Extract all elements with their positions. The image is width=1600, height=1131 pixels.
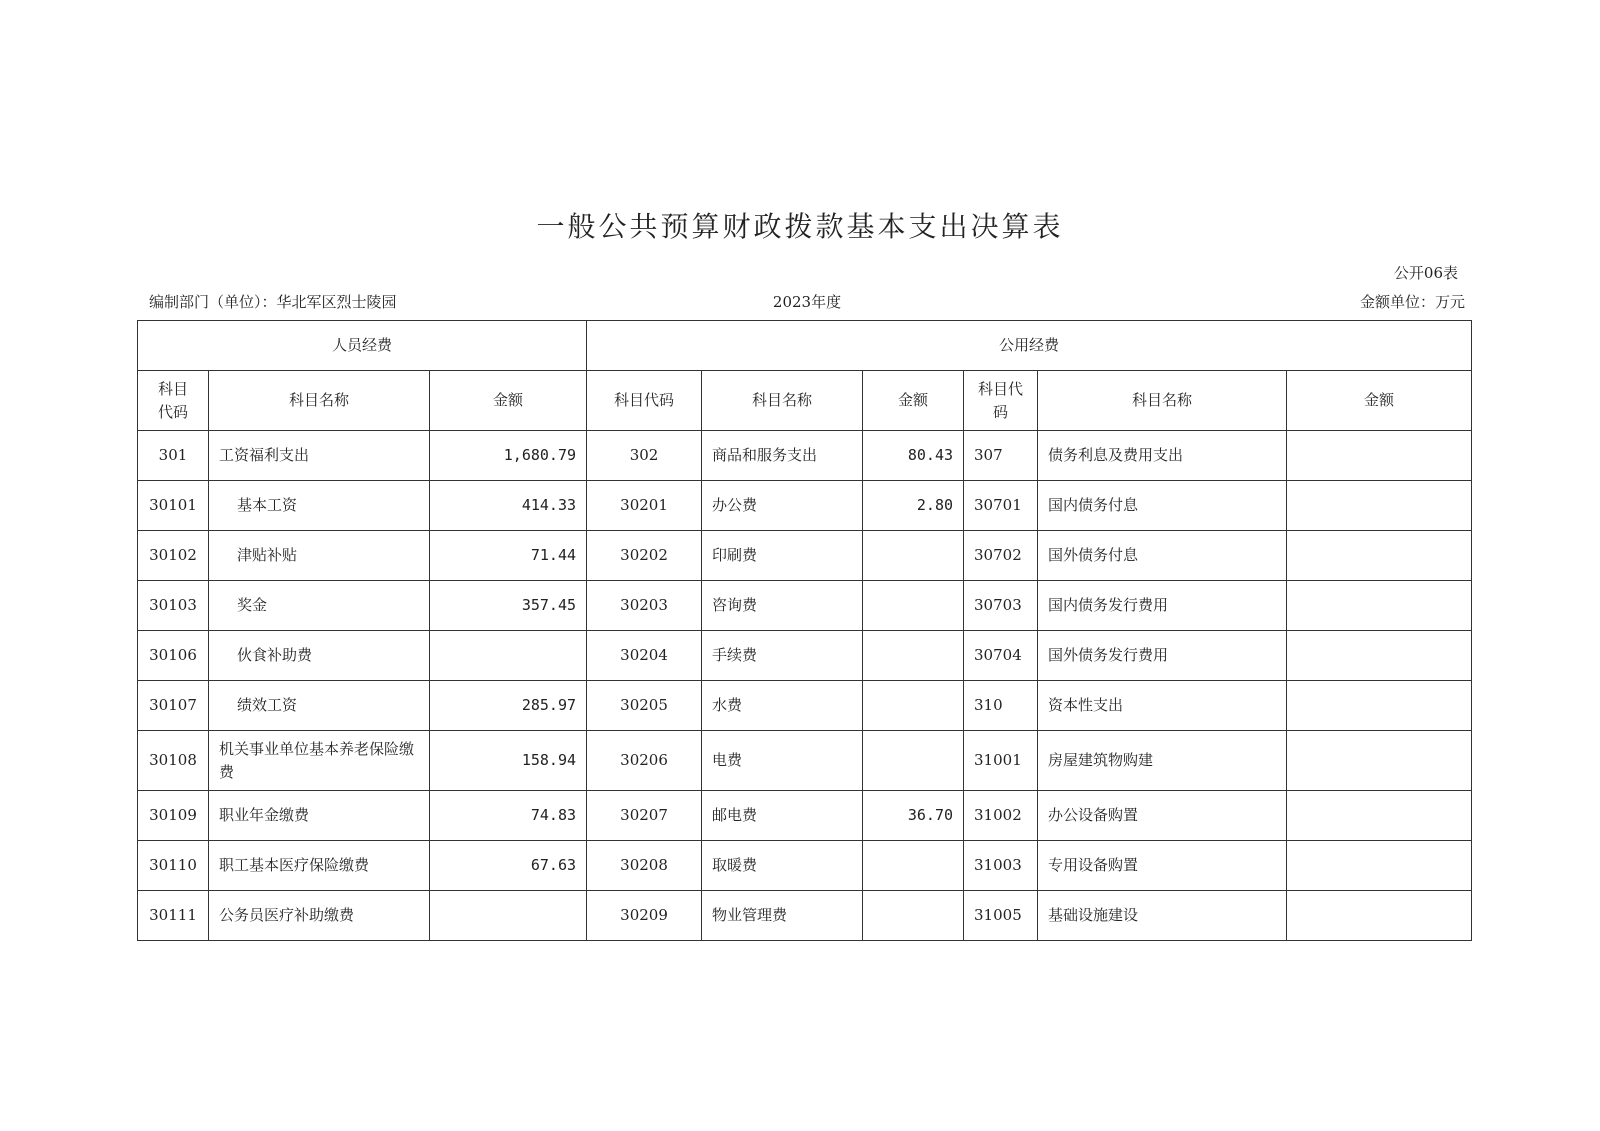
cell-code2: 30201 bbox=[587, 481, 702, 531]
cell-code2: 30203 bbox=[587, 581, 702, 631]
cell-code1: 30111 bbox=[138, 891, 209, 941]
cell-amount2 bbox=[863, 631, 964, 681]
cell-code3: 31002 bbox=[964, 791, 1038, 841]
header-code-b: 科目代码 bbox=[587, 371, 702, 431]
cell-code1: 30110 bbox=[138, 841, 209, 891]
cell-amount3 bbox=[1287, 681, 1472, 731]
cell-amount1: 74.83 bbox=[430, 791, 587, 841]
table-row bbox=[138, 431, 1472, 481]
cell-name1: 津贴补贴 bbox=[209, 531, 430, 581]
cell-amount1: 67.63 bbox=[430, 841, 587, 891]
cell-name1: 伙食补助费 bbox=[209, 631, 430, 681]
table-row bbox=[138, 581, 1472, 631]
header-name-a: 科目名称 bbox=[209, 371, 430, 431]
table-row bbox=[138, 791, 1472, 841]
cell-code3: 310 bbox=[964, 681, 1038, 731]
header-amount-b: 金额 bbox=[863, 371, 964, 431]
cell-code2: 30208 bbox=[587, 841, 702, 891]
table-row bbox=[138, 891, 1472, 941]
cell-name2: 商品和服务支出 bbox=[702, 431, 863, 481]
cell-name3: 国内债务发行费用 bbox=[1038, 581, 1287, 631]
cell-amount1: 1,680.79 bbox=[430, 431, 587, 481]
cell-name3: 办公设备购置 bbox=[1038, 791, 1287, 841]
cell-amount3 bbox=[1287, 431, 1472, 481]
cell-code3: 30704 bbox=[964, 631, 1038, 681]
cell-amount1: 357.45 bbox=[430, 581, 587, 631]
cell-name1: 机关事业单位基本养老保险缴费 bbox=[209, 731, 430, 791]
cell-amount3 bbox=[1287, 531, 1472, 581]
cell-name2: 手续费 bbox=[702, 631, 863, 681]
table-row bbox=[138, 631, 1472, 681]
cell-name3: 基础设施建设 bbox=[1038, 891, 1287, 941]
cell-code1: 30106 bbox=[138, 631, 209, 681]
cell-name2: 咨询费 bbox=[702, 581, 863, 631]
cell-amount2 bbox=[863, 581, 964, 631]
cell-name2: 办公费 bbox=[702, 481, 863, 531]
cell-code3: 307 bbox=[964, 431, 1038, 481]
cell-code3: 30703 bbox=[964, 581, 1038, 631]
cell-code2: 30204 bbox=[587, 631, 702, 681]
header-code-a bbox=[138, 371, 209, 431]
cell-code1: 30102 bbox=[138, 531, 209, 581]
cell-code2: 30207 bbox=[587, 791, 702, 841]
cell-code2: 30206 bbox=[587, 731, 702, 791]
cell-code2: 30209 bbox=[587, 891, 702, 941]
cell-amount2: 80.43 bbox=[863, 431, 964, 481]
cell-code2: 30202 bbox=[587, 531, 702, 581]
cell-name3: 资本性支出 bbox=[1038, 681, 1287, 731]
cell-name1: 工资福利支出 bbox=[209, 431, 430, 481]
cell-amount1: 158.94 bbox=[430, 731, 587, 791]
cell-amount2: 2.80 bbox=[863, 481, 964, 531]
header-code-a-line2: 代码 bbox=[157, 402, 188, 421]
cell-name3: 债务利息及费用支出 bbox=[1038, 431, 1287, 481]
page-title: 一般公共预算财政拨款基本支出决算表 bbox=[536, 210, 1064, 243]
unit-label: 金额单位：万元 bbox=[1359, 293, 1465, 311]
header-amount-c: 金额 bbox=[1287, 371, 1472, 431]
cell-name2: 印刷费 bbox=[702, 531, 863, 581]
cell-code1: 30103 bbox=[138, 581, 209, 631]
cell-name3: 国内债务付息 bbox=[1038, 481, 1287, 531]
table-row bbox=[138, 841, 1472, 891]
section-personnel: 人员经费 bbox=[138, 321, 587, 371]
cell-amount3 bbox=[1287, 891, 1472, 941]
section-public: 公用经费 bbox=[587, 321, 1472, 371]
table-row bbox=[138, 731, 1472, 791]
cell-amount3 bbox=[1287, 581, 1472, 631]
header-code-c-line2: 码 bbox=[993, 402, 1009, 421]
form-number: 公开06表 bbox=[1393, 264, 1458, 282]
cell-amount2 bbox=[863, 891, 964, 941]
cell-name3: 专用设备购置 bbox=[1038, 841, 1287, 891]
cell-name2: 物业管理费 bbox=[702, 891, 863, 941]
expenditure-table bbox=[137, 320, 1472, 941]
cell-code3: 31001 bbox=[964, 731, 1038, 791]
cell-name2: 取暖费 bbox=[702, 841, 863, 891]
header-name-b: 科目名称 bbox=[702, 371, 863, 431]
cell-name2: 电费 bbox=[702, 731, 863, 791]
cell-code3: 30702 bbox=[964, 531, 1038, 581]
cell-code3: 31005 bbox=[964, 891, 1038, 941]
cell-code1: 301 bbox=[138, 431, 209, 481]
cell-amount1: 285.97 bbox=[430, 681, 587, 731]
cell-code1: 30109 bbox=[138, 791, 209, 841]
cell-name1: 职工基本医疗保险缴费 bbox=[209, 841, 430, 891]
cell-code1: 30101 bbox=[138, 481, 209, 531]
cell-name3: 国外债务发行费用 bbox=[1038, 631, 1287, 681]
report-meta bbox=[149, 291, 1465, 313]
cell-code2: 30205 bbox=[587, 681, 702, 731]
cell-name2: 水费 bbox=[702, 681, 863, 731]
cell-amount3 bbox=[1287, 731, 1472, 791]
header-amount-a: 金额 bbox=[430, 371, 587, 431]
cell-name1: 绩效工资 bbox=[209, 681, 430, 731]
cell-name1: 基本工资 bbox=[209, 481, 430, 531]
column-header-row bbox=[138, 371, 1472, 431]
section-header-row bbox=[138, 321, 1472, 371]
cell-amount2: 36.70 bbox=[863, 791, 964, 841]
header-code-c-line1: 科目代 bbox=[978, 380, 1024, 398]
cell-name3: 房屋建筑物购建 bbox=[1038, 731, 1287, 791]
cell-amount1 bbox=[430, 631, 587, 681]
table-row bbox=[138, 531, 1472, 581]
table-row bbox=[138, 681, 1472, 731]
cell-amount1: 414.33 bbox=[430, 481, 587, 531]
cell-amount1 bbox=[430, 891, 587, 941]
cell-amount3 bbox=[1287, 481, 1472, 531]
cell-amount3 bbox=[1287, 631, 1472, 681]
cell-code1: 30108 bbox=[138, 731, 209, 791]
cell-name1: 职业年金缴费 bbox=[209, 791, 430, 841]
cell-amount3 bbox=[1287, 841, 1472, 891]
cell-code1: 30107 bbox=[138, 681, 209, 731]
header-name-c: 科目名称 bbox=[1038, 371, 1287, 431]
cell-code3: 31003 bbox=[964, 841, 1038, 891]
cell-amount1: 71.44 bbox=[430, 531, 587, 581]
year-label: 2023年度 bbox=[772, 293, 842, 311]
cell-name1: 公务员医疗补助缴费 bbox=[209, 891, 430, 941]
cell-name3: 国外债务付息 bbox=[1038, 531, 1287, 581]
cell-amount2 bbox=[863, 731, 964, 791]
cell-amount2 bbox=[863, 841, 964, 891]
table-row bbox=[138, 481, 1472, 531]
cell-name2: 邮电费 bbox=[702, 791, 863, 841]
cell-code2: 302 bbox=[587, 431, 702, 481]
cell-name1: 奖金 bbox=[209, 581, 430, 631]
cell-amount2 bbox=[863, 531, 964, 581]
header-code-a-line1: 科目 bbox=[157, 380, 188, 398]
cell-amount3 bbox=[1287, 791, 1472, 841]
cell-code3: 30701 bbox=[964, 481, 1038, 531]
department-label: 编制部门（单位）：华北军区烈士陵园 bbox=[149, 293, 397, 311]
cell-amount2 bbox=[863, 681, 964, 731]
header-code-c bbox=[964, 371, 1038, 431]
